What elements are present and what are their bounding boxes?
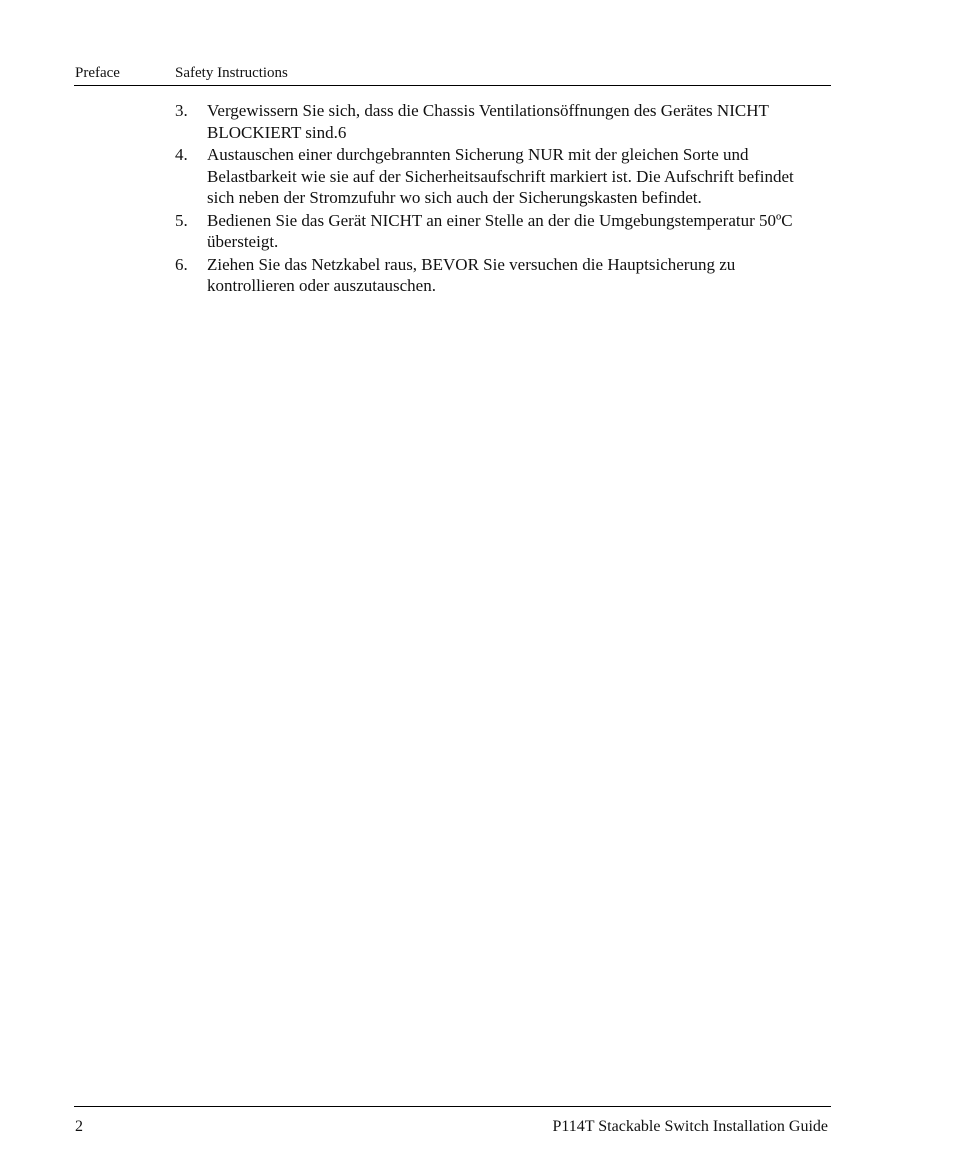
list-item-text: Vergewissern Sie sich, dass die Chassis Ventilationsöffnungen des Gerätes NICHT BLOCKIERT sind.6 bbox=[207, 101, 769, 142]
header-title: Safety Instructions bbox=[175, 65, 288, 81]
footer-guide-title: P114T Stackable Switch Installation Guide bbox=[552, 1118, 828, 1135]
list-item-text: Ziehen Sie das Netzkabel raus, BEVOR Sie versuchen die Hauptsicherung zu kontrollieren oder auszutauschen. bbox=[207, 254, 736, 295]
list-item bbox=[175, 144, 825, 209]
page-number: 2 bbox=[75, 1118, 83, 1135]
list-item-number: 4. bbox=[175, 145, 188, 164]
list-item-number: 5. bbox=[175, 210, 188, 230]
header-section-label: Preface bbox=[75, 65, 120, 81]
list-item bbox=[175, 100, 825, 143]
numbered-instruction-list bbox=[175, 100, 825, 298]
page-footer bbox=[74, 1106, 831, 1135]
list-item-text: Bedienen Sie das Gerät NICHT an einer Stelle an der die Umgebungstemperatur 50ºC übersteigt. bbox=[207, 210, 793, 251]
list-item-number: 6. bbox=[175, 254, 188, 274]
list-item-number: 3. bbox=[175, 101, 188, 120]
list-item-text: Austauschen einer durchgebrannten Sicherung NUR mit der gleichen Sorte und Belastbarkeit wie sie auf der Sicherheitsaufschrift markiert ist. Die Aufschrift befindet sich neben der Stromzufuhr wo sich auch der Sicherungskasten befindet. bbox=[207, 145, 794, 207]
list-item bbox=[175, 254, 825, 297]
page-header bbox=[74, 63, 831, 86]
list-item bbox=[175, 210, 825, 253]
